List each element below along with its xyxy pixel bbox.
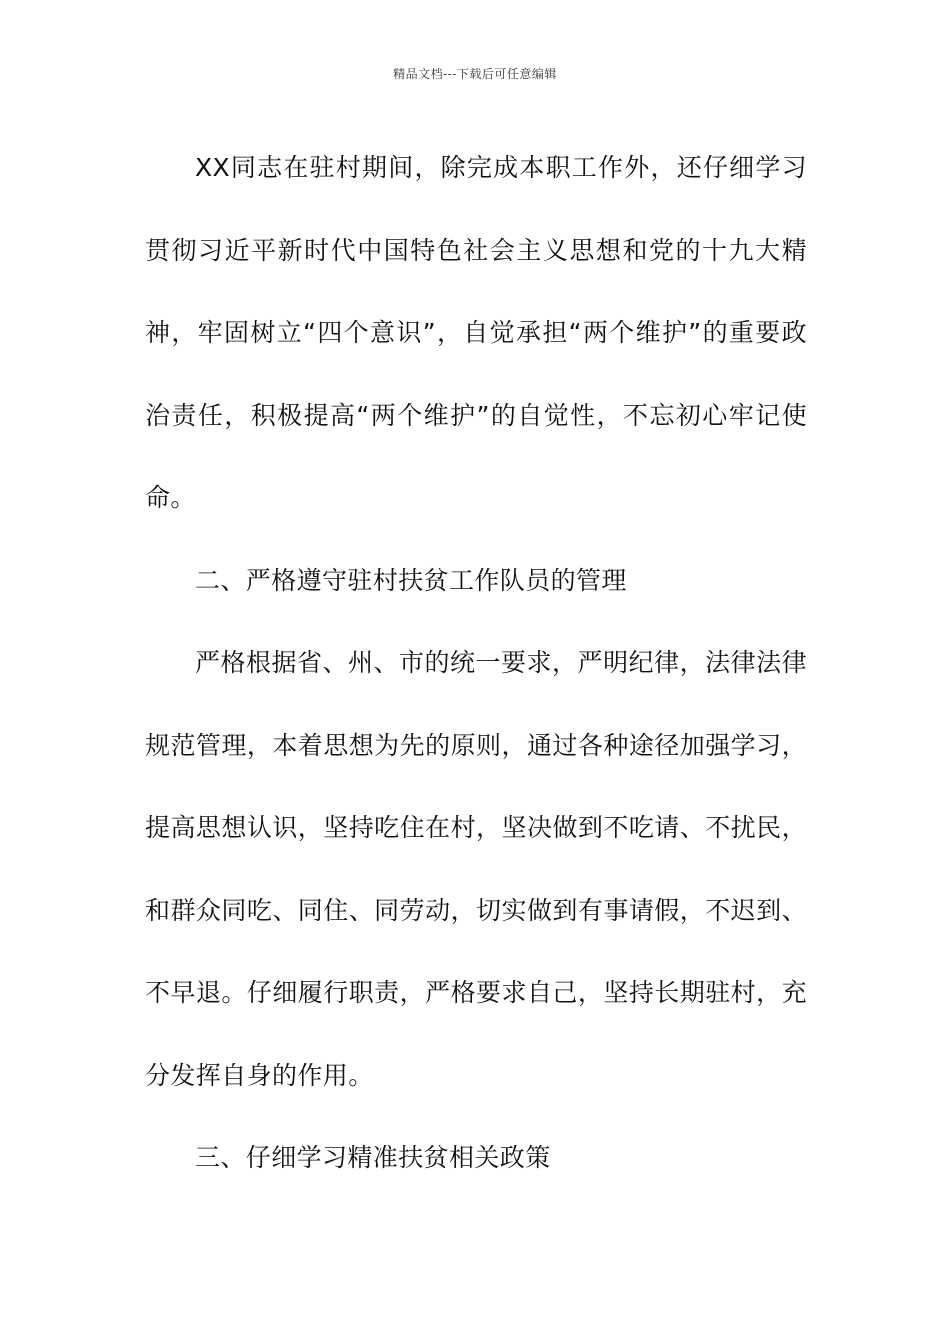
page-header-note: 精品文档---下载后可任意编辑 xyxy=(393,67,557,81)
section-heading-management: 二、严格遵守驻村扶贫工作队员的管理 xyxy=(195,565,627,595)
document-body xyxy=(145,127,807,1200)
paragraph-discipline: 严格根据省、州、市的统一要求，严明纪律，法律法律规范管理，本着思想为先的原则，通过各种途径加强学习，提高思想认识，坚持吃住在村，坚决做到不吃请、不扰民，和群众同吃、同住、同劳动，切实做到有事请假，不迟到、不早退。仔细履行职责，严格要求自己，坚持长期驻村，充分发挥自身的作用。 xyxy=(145,648,807,1090)
section-heading-policy: 三、仔细学习精准扶贫相关政策 xyxy=(195,1143,551,1172)
paragraph-study-thought: XX同志在驻村期间，除完成本职工作外，还仔细学习贯彻习近平新时代中国特色社会主义思想和党的十九大精神，牢固树立“四个意识”，自觉承担“两个维护”的重要政治责任，积极提高“两个维护”的自觉性，不忘初心牢记使命。 xyxy=(145,153,807,512)
